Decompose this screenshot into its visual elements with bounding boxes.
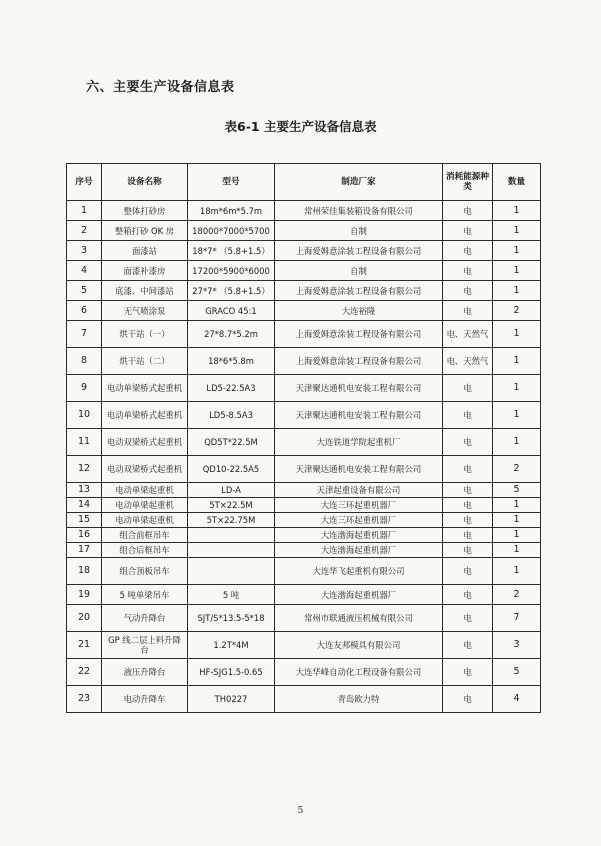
cell-maker: 自制 (275, 221, 443, 241)
cell-maker: 上海爱姆意涂装工程设备有限公司 (275, 281, 443, 301)
cell-model: SJT/S*13.5-5*18 (188, 605, 275, 632)
cell-model: QD5T*22.5M (188, 429, 275, 456)
cell-qty: 5 (493, 483, 541, 498)
cell-maker: 天津聚达通机电安装工程有限公司 (275, 402, 443, 429)
table-row (67, 605, 541, 632)
cell-qty: 1 (493, 241, 541, 261)
table-row (67, 483, 541, 498)
cell-maker: 常州市联通液压机械有限公司 (275, 605, 443, 632)
cell-name: 电动单梁起重机 (102, 498, 188, 513)
cell-no: 5 (67, 281, 102, 301)
cell-no: 9 (67, 375, 102, 402)
cell-maker: 天津起重设备有限公司 (275, 483, 443, 498)
cell-model: TH0227 (188, 686, 275, 713)
cell-model: 18000*7000*5700 (188, 221, 275, 241)
cell-model: 1.2T*4M (188, 632, 275, 659)
cell-energy: 电 (443, 632, 493, 659)
cell-model: 18*7* （5.8+1.5） (188, 241, 275, 261)
cell-no: 8 (67, 348, 102, 375)
cell-maker: 大连华峰自动化工程设备有限公司 (275, 659, 443, 686)
cell-model (188, 558, 275, 585)
cell-no: 14 (67, 498, 102, 513)
cell-name: 气动升降台 (102, 605, 188, 632)
cell-qty: 2 (493, 456, 541, 483)
header-maker: 制造厂家 (275, 164, 443, 201)
cell-maker: 天津聚达通机电安装工程有限公司 (275, 375, 443, 402)
cell-no: 3 (67, 241, 102, 261)
cell-energy: 电 (443, 261, 493, 281)
cell-model: LD5-22.5A3 (188, 375, 275, 402)
cell-model: 17200*5900*6000 (188, 261, 275, 281)
cell-qty: 1 (493, 498, 541, 513)
cell-no: 2 (67, 221, 102, 241)
cell-name: 电动双梁桥式起重机 (102, 456, 188, 483)
cell-name: 电动单梁桥式起重机 (102, 402, 188, 429)
cell-energy: 电 (443, 498, 493, 513)
cell-qty: 3 (493, 632, 541, 659)
cell-model: 27*7* （5.8+1.5） (188, 281, 275, 301)
cell-qty: 1 (493, 221, 541, 241)
section-heading: 六、主要生产设备信息表 (86, 80, 235, 95)
cell-qty: 1 (493, 402, 541, 429)
cell-name: 面漆站 (102, 241, 188, 261)
cell-name: 无气喷涂泵 (102, 301, 188, 321)
table-row (67, 261, 541, 281)
cell-name: 电动单梁起重机 (102, 513, 188, 528)
table-row (67, 558, 541, 585)
cell-energy: 电 (443, 402, 493, 429)
table-row (67, 456, 541, 483)
cell-no: 17 (67, 543, 102, 558)
cell-energy: 电 (443, 558, 493, 585)
cell-energy: 电、天然气 (443, 321, 493, 348)
cell-energy: 电 (443, 528, 493, 543)
cell-no: 16 (67, 528, 102, 543)
cell-model: HF-SJG1.5-0.65 (188, 659, 275, 686)
cell-energy: 电 (443, 513, 493, 528)
header-no: 序号 (67, 164, 102, 201)
table-row (67, 375, 541, 402)
cell-energy: 电 (443, 483, 493, 498)
cell-model (188, 528, 275, 543)
cell-maker: 上海爱姆意涂装工程设备有限公司 (275, 241, 443, 261)
table-header-row (67, 164, 541, 201)
header-energy: 消耗能源种类 (443, 164, 493, 201)
cell-no: 13 (67, 483, 102, 498)
cell-name: 整体打砂房 (102, 201, 188, 221)
header-name: 设备名称 (102, 164, 188, 201)
cell-model: 5T×22.5M (188, 498, 275, 513)
cell-name: 组合顶板吊车 (102, 558, 188, 585)
cell-energy: 电 (443, 686, 493, 713)
cell-maker: 大连华飞起重机有限公司 (275, 558, 443, 585)
cell-maker: 大连友邦模具有限公司 (275, 632, 443, 659)
cell-maker: 常州荣佳集装箱设备有限公司 (275, 201, 443, 221)
cell-maker: 自制 (275, 261, 443, 281)
cell-qty: 1 (493, 429, 541, 456)
cell-model: 18*6*5.8m (188, 348, 275, 375)
cell-energy: 电 (443, 241, 493, 261)
cell-maker: 上海爱姆意涂装工程设备有限公司 (275, 348, 443, 375)
table-row (67, 686, 541, 713)
table-row (67, 659, 541, 686)
table-row (67, 498, 541, 513)
cell-model: 18m*6m*5.7m (188, 201, 275, 221)
cell-model: QD10-22.5A5 (188, 456, 275, 483)
cell-no: 6 (67, 301, 102, 321)
cell-model: LD5-8.5A3 (188, 402, 275, 429)
cell-qty: 2 (493, 301, 541, 321)
cell-qty: 1 (493, 348, 541, 375)
cell-no: 4 (67, 261, 102, 281)
cell-maker: 大连铁道学院起重机厂 (275, 429, 443, 456)
cell-model: 5 吨 (188, 585, 275, 605)
table-row (67, 632, 541, 659)
cell-maker: 天津聚达通机电安装工程有限公司 (275, 456, 443, 483)
cell-name: 电动升降车 (102, 686, 188, 713)
table-row (67, 301, 541, 321)
cell-name: 电动单梁桥式起重机 (102, 375, 188, 402)
cell-qty: 1 (493, 281, 541, 301)
cell-no: 15 (67, 513, 102, 528)
cell-energy: 电 (443, 281, 493, 301)
cell-qty: 1 (493, 261, 541, 281)
cell-name: 5 吨单梁吊车 (102, 585, 188, 605)
cell-no: 20 (67, 605, 102, 632)
cell-name: 整箱打砂 OK 房 (102, 221, 188, 241)
table-row (67, 348, 541, 375)
cell-no: 10 (67, 402, 102, 429)
cell-maker: 大连渤海起重机器厂 (275, 528, 443, 543)
cell-no: 21 (67, 632, 102, 659)
table-row (67, 513, 541, 528)
cell-maker: 大连渤海起重机器厂 (275, 585, 443, 605)
cell-name: 电动双梁桥式起重机 (102, 429, 188, 456)
cell-no: 1 (67, 201, 102, 221)
cell-no: 11 (67, 429, 102, 456)
table-row (67, 585, 541, 605)
cell-name: 烘干站（一） (102, 321, 188, 348)
cell-maker: 上海爱姆意涂装工程设备有限公司 (275, 321, 443, 348)
cell-maker: 青岛欧力特 (275, 686, 443, 713)
cell-name: GP 线二层上料升降台 (102, 632, 188, 659)
table-row (67, 241, 541, 261)
cell-qty: 1 (493, 528, 541, 543)
cell-maker: 大连三环起重机器厂 (275, 513, 443, 528)
table-row (67, 402, 541, 429)
cell-name: 组合后框吊车 (102, 543, 188, 558)
cell-energy: 电 (443, 429, 493, 456)
cell-model: 5T×22.75M (188, 513, 275, 528)
cell-qty: 2 (493, 585, 541, 605)
cell-qty: 1 (493, 513, 541, 528)
table-row (67, 429, 541, 456)
cell-qty: 1 (493, 201, 541, 221)
cell-model: 27*8.7*5.2m (188, 321, 275, 348)
cell-qty: 1 (493, 543, 541, 558)
cell-qty: 7 (493, 605, 541, 632)
cell-model (188, 543, 275, 558)
cell-no: 23 (67, 686, 102, 713)
table-caption: 表6-1 主要生产设备信息表 (224, 119, 377, 134)
cell-maker: 大连三环起重机器厂 (275, 498, 443, 513)
cell-no: 18 (67, 558, 102, 585)
cell-name: 电动单梁起重机 (102, 483, 188, 498)
cell-model: GRACO 45:1 (188, 301, 275, 321)
cell-name: 底漆、中间漆站 (102, 281, 188, 301)
cell-name: 液压升降台 (102, 659, 188, 686)
cell-maker: 大连裕隆 (275, 301, 443, 321)
cell-maker: 大连渤海起重机器厂 (275, 543, 443, 558)
cell-energy: 电 (443, 301, 493, 321)
cell-name: 烘干站（二） (102, 348, 188, 375)
cell-energy: 电 (443, 543, 493, 558)
cell-energy: 电 (443, 375, 493, 402)
cell-no: 22 (67, 659, 102, 686)
equipment-table (66, 163, 541, 713)
cell-qty: 1 (493, 321, 541, 348)
page-number: 5 (297, 806, 304, 816)
cell-qty: 4 (493, 686, 541, 713)
cell-no: 7 (67, 321, 102, 348)
cell-energy: 电 (443, 221, 493, 241)
cell-qty: 1 (493, 375, 541, 402)
cell-no: 12 (67, 456, 102, 483)
cell-energy: 电 (443, 201, 493, 221)
cell-energy: 电 (443, 605, 493, 632)
header-model: 型号 (188, 164, 275, 201)
cell-qty: 1 (493, 558, 541, 585)
cell-qty: 5 (493, 659, 541, 686)
cell-name: 组合前框吊车 (102, 528, 188, 543)
cell-energy: 电 (443, 659, 493, 686)
table-row (67, 221, 541, 241)
cell-model: LD-A (188, 483, 275, 498)
table-row (67, 321, 541, 348)
cell-no: 19 (67, 585, 102, 605)
cell-energy: 电 (443, 456, 493, 483)
table-body (67, 201, 541, 713)
cell-energy: 电 (443, 585, 493, 605)
table-row (67, 528, 541, 543)
table-row (67, 281, 541, 301)
header-qty: 数量 (493, 164, 541, 201)
table-row (67, 201, 541, 221)
cell-name: 面漆补漆房 (102, 261, 188, 281)
cell-energy: 电、天然气 (443, 348, 493, 375)
table-row (67, 543, 541, 558)
